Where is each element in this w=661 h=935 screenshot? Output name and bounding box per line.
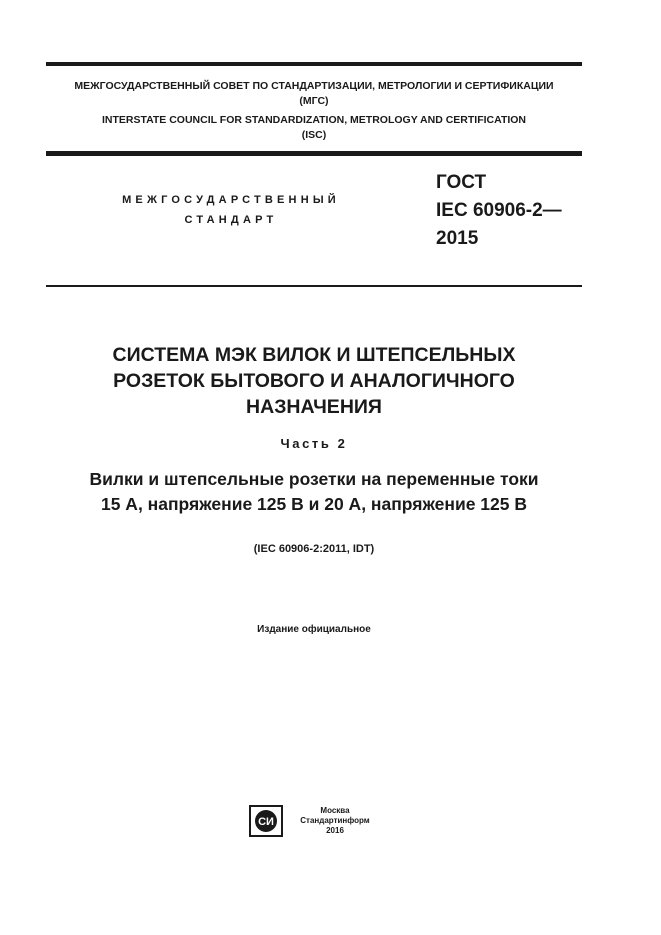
standard-code-line3: 2015: [436, 228, 479, 249]
publisher-logo-text: СИ: [258, 816, 274, 828]
document-subtitle: [46, 467, 582, 517]
standard-code-line2: IEC 60906-2—: [436, 200, 562, 221]
edition-note: Издание официальное: [257, 624, 371, 635]
publisher-logo: [249, 805, 283, 837]
publisher-info: [293, 806, 377, 836]
publisher-year: 2016: [326, 826, 344, 835]
council-en: INTERSTATE COUNCIL FOR STANDARDIZATION, METROLOGY AND CERTIFICATION: [101, 114, 527, 126]
standard-code: [436, 169, 562, 253]
part-number: Часть 2: [280, 436, 348, 451]
title-line1: СИСТЕМА МЭК ВИЛОК И ШТЕПСЕЛЬНЫХ: [112, 344, 516, 366]
council-en-abbr: (ISC): [301, 129, 327, 141]
subtitle-line1: Вилки и штепсельные розетки на переменные токи: [89, 469, 539, 489]
publisher-name: Стандартинформ: [300, 816, 370, 825]
header-bottom-rule: [46, 151, 582, 156]
title-line3: НАЗНАЧЕНИЯ: [246, 396, 382, 418]
subtitle-line2: 15 А, напряжение 125 В и 20 А, напряжение 125 В: [100, 494, 527, 514]
top-thick-rule: [46, 62, 582, 66]
iec-reference: (IEC 60906-2:2011, IDT): [253, 543, 375, 555]
council-ru: МЕЖГОСУДАРСТВЕННЫЙ СОВЕТ ПО СТАНДАРТИЗАЦИИ, МЕТРОЛОГИИ И СЕРТИФИКАЦИИ: [74, 80, 554, 92]
title-line2: РОЗЕТОК БЫТОВОГО И АНАЛОГИЧНОГО: [113, 370, 515, 392]
standard-block-rule: [46, 285, 582, 287]
document-title: [46, 342, 582, 420]
standard-code-line1: ГОСТ: [436, 172, 487, 193]
standard-type-line2: СТАНДАРТ: [184, 214, 278, 226]
standard-type-line1: МЕЖГОСУДАРСТВЕННЫЙ: [122, 194, 340, 206]
publisher-city: Москва: [320, 806, 350, 815]
council-ru-abbr: (МГС): [299, 95, 329, 107]
